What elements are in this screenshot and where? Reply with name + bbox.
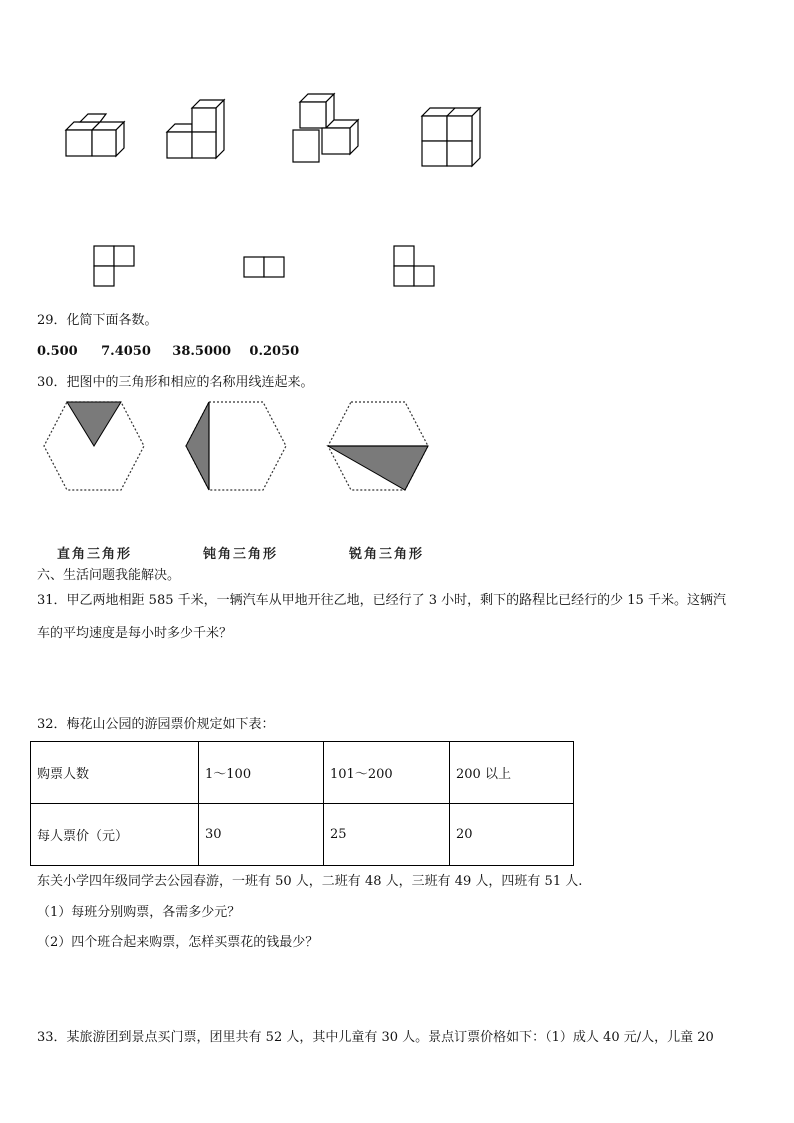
q29-numbers [37, 344, 309, 360]
q31-line-2: 车的平均速度是每小时多少千米？ [37, 626, 233, 641]
view-step-shape [393, 245, 437, 289]
q32-sub-question-2: （2）四个班合起来购票，怎样买票花的钱最少？ [37, 935, 319, 950]
cube-group-c [290, 92, 365, 164]
q32-statement: 东关小学四年级同学去公园春游，一班有 50 人，二班有 48 人，三班有 49 人，四班有 51 人. [37, 874, 583, 889]
table-cell: 30 [199, 804, 324, 866]
section-6-title: 六、生活问题我能解决。 [37, 568, 181, 583]
cube-group-d [418, 104, 486, 172]
caption-right-triangle: 直角三角形 [57, 547, 133, 562]
table-cell: 每人票价（元） [31, 804, 199, 866]
view-two-squares [243, 256, 287, 278]
cube-group-b [162, 98, 232, 163]
table-cell: 25 [324, 804, 450, 866]
table-cell: 20 [450, 804, 574, 866]
table-cell: 购票人数 [31, 742, 199, 804]
hexagon-triangle-a [40, 400, 148, 492]
caption-acute-triangle: 锐角三角形 [349, 547, 425, 562]
table-row [31, 742, 574, 804]
hexagon-triangle-c [324, 400, 432, 492]
q29-number-1: 0.500 [37, 344, 78, 359]
cube-group-a [60, 110, 130, 165]
table-row [31, 804, 574, 866]
q29-number-2: 7.4050 [101, 344, 151, 359]
table-cell: 1～100 [199, 742, 324, 804]
hexagon-triangle-b [182, 400, 290, 492]
q31-line-1: 31．甲乙两地相距 585 千米，一辆汽车从甲地开往乙地，已经行了 3 小时，剩下的路程比已经行的少 15 千米。这辆汽 [37, 593, 726, 608]
q29-number-4: 0.2050 [249, 344, 300, 359]
q29-number-3: 38.5000 [172, 344, 232, 359]
table-cell: 200 以上 [450, 742, 574, 804]
caption-obtuse-triangle: 钝角三角形 [203, 547, 279, 562]
view-l-shape [93, 245, 137, 289]
ticket-price-table [30, 741, 574, 866]
q32-prompt: 32．梅花山公园的游园票价规定如下表： [37, 717, 275, 732]
q29-prompt: 29．化简下面各数。 [37, 313, 158, 328]
q33-line-1: 33．某旅游团到景点买门票，团里共有 52 人，其中儿童有 30 人。景点订票价格如下：（1）成人 40 元/人，儿童 20 [37, 1030, 714, 1045]
table-cell: 101～200 [324, 742, 450, 804]
q32-sub-question-1: （1）每班分别购票，各需多少元？ [37, 905, 241, 920]
q30-prompt: 30．把图中的三角形和相应的名称用线连起来。 [37, 375, 314, 390]
